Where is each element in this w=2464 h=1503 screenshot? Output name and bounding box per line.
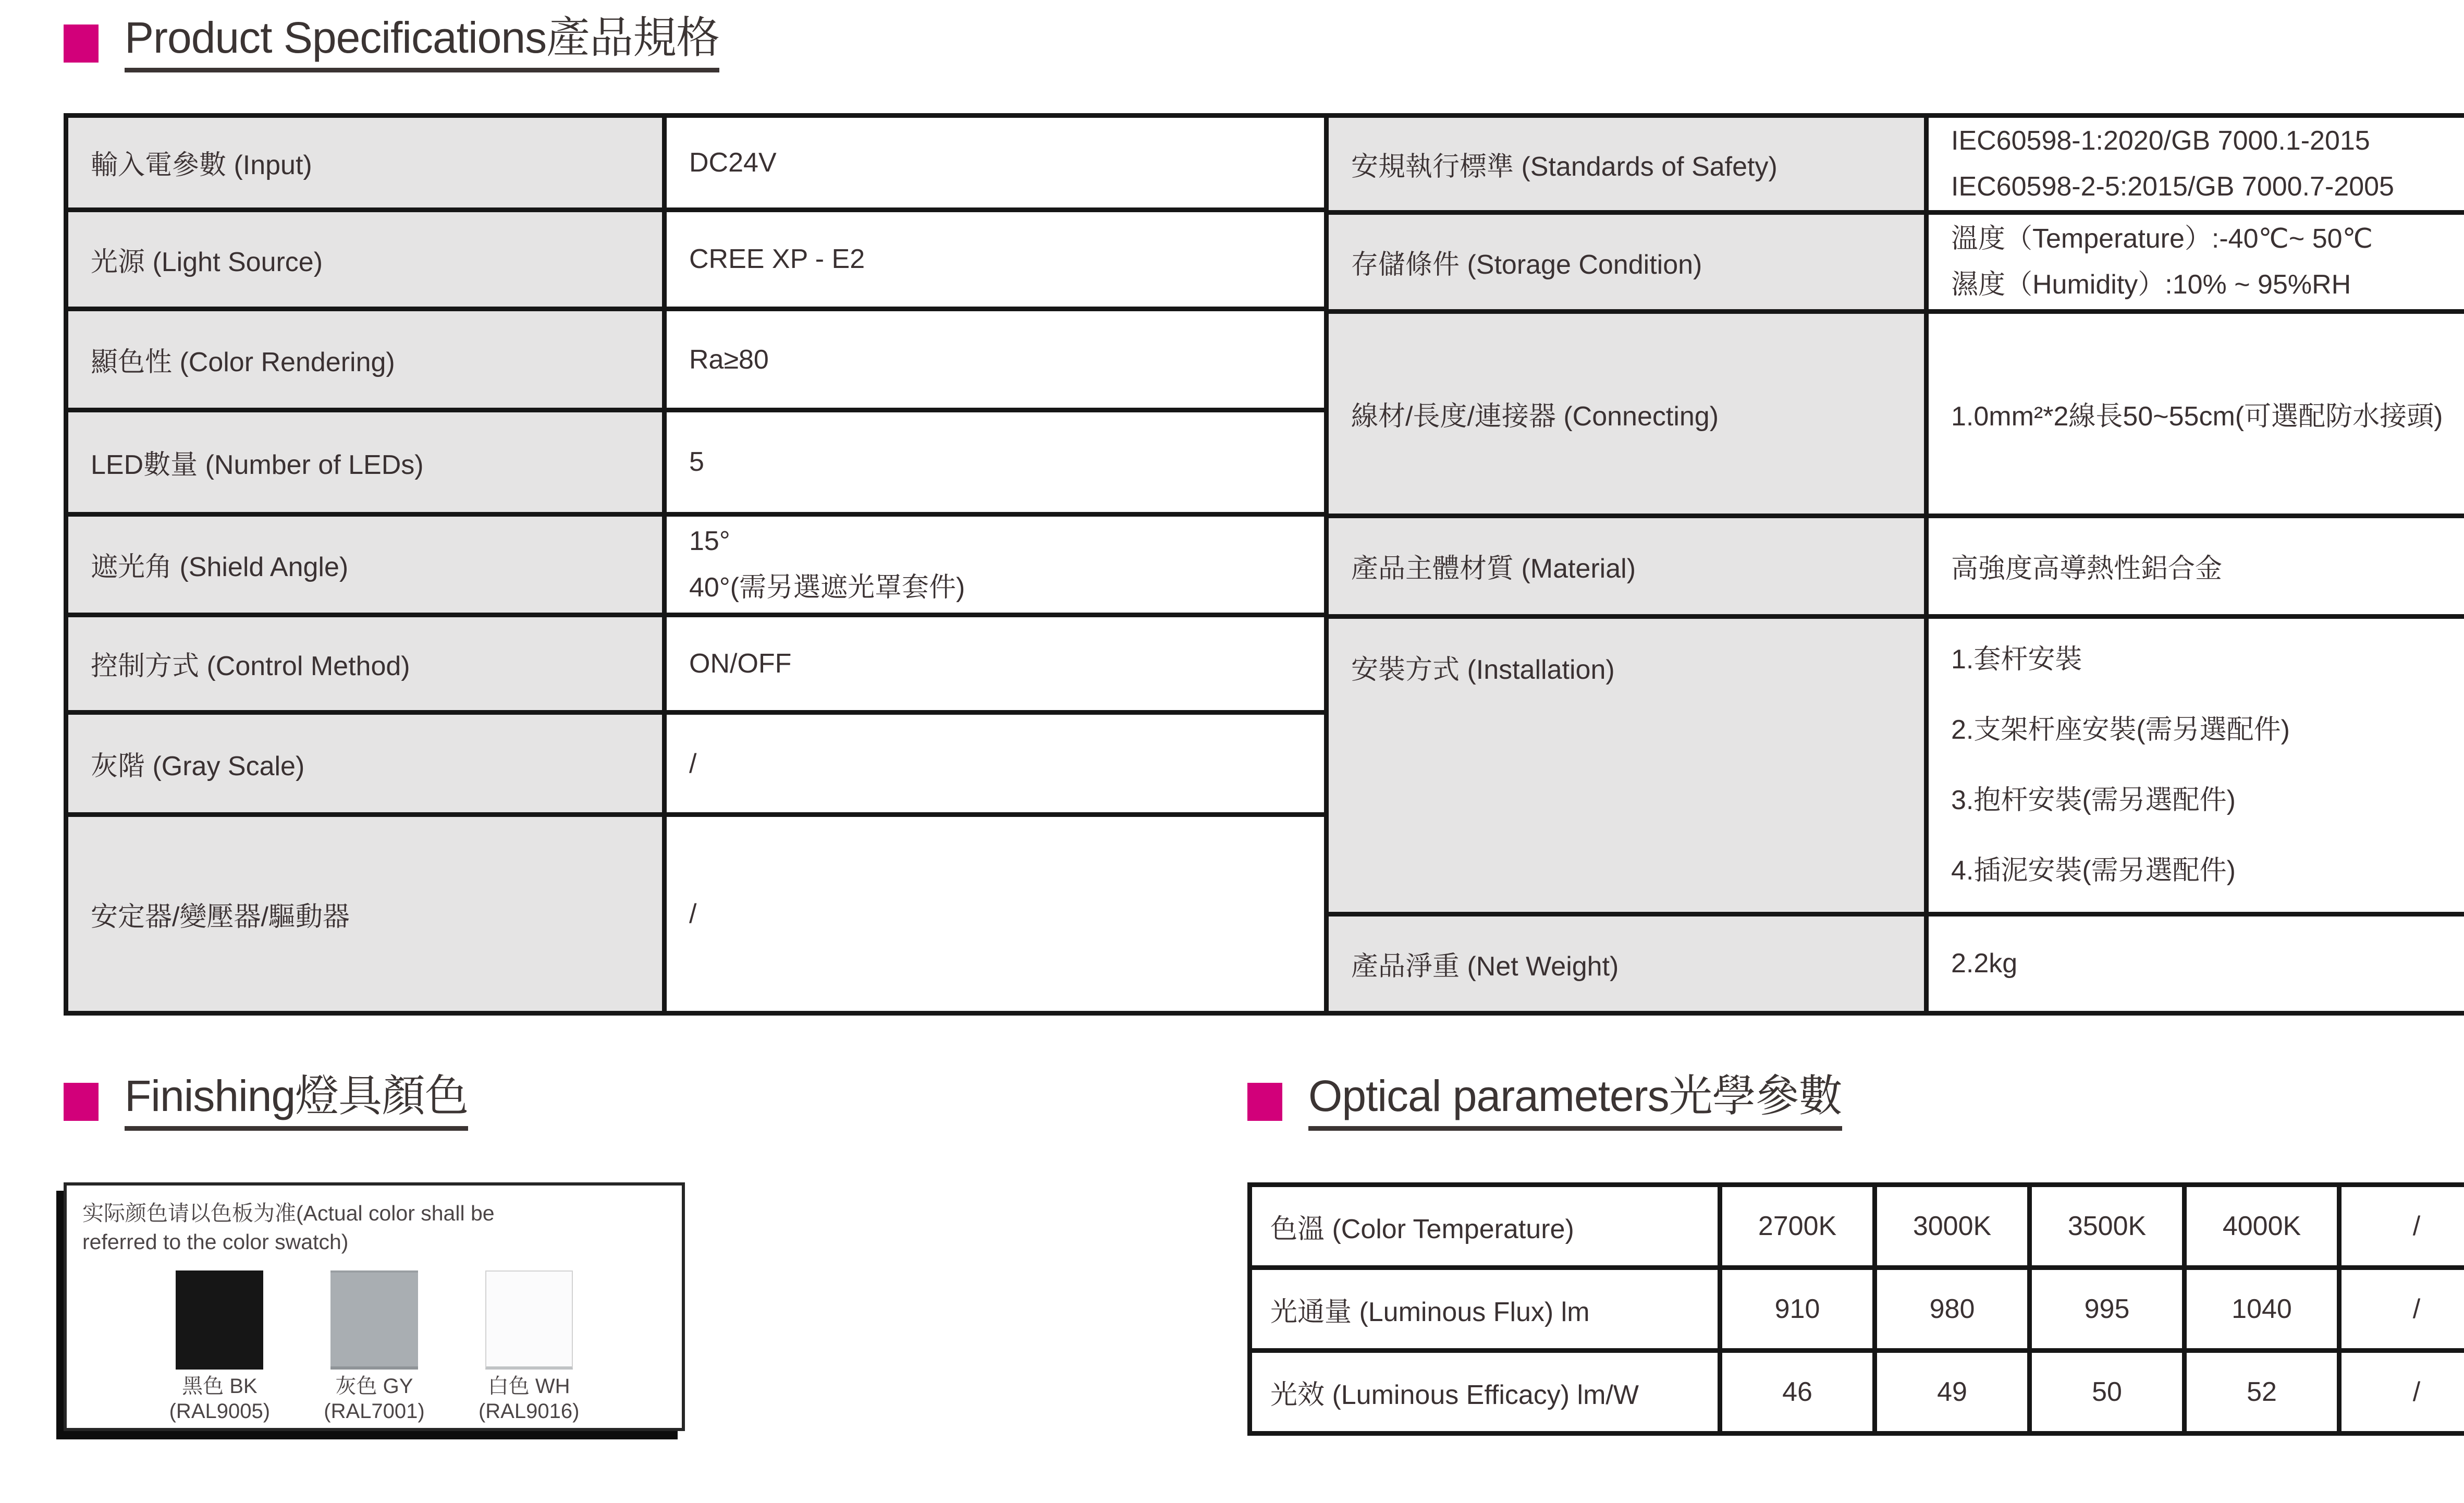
luminous-flux-value-2: 980 [1875,1268,2030,1351]
installation-item-1: 1.套杆安裝 [1951,644,2082,675]
table-row [66,514,1327,615]
row-light-source-value: CREE XP - E2 [665,210,1327,309]
optical-section-heading [1247,1073,1842,1131]
standards-line2: IEC60598-2-5:2015/GB 7000.7-2005 [1951,172,2394,202]
row-gray-scale-label: 灰階 (Gray Scale) [66,712,665,815]
row-color-rendering-value: Ra≥80 [665,309,1327,410]
table-row [66,815,1327,1013]
installation-item-2: 2.支架杆座安裝(需另選配件) [1951,715,2290,746]
shield-angle-line1: 15° [689,526,730,557]
swatch-black-name: 黑色 BK [182,1374,258,1398]
luminous-efficacy-value-4: 52 [2185,1351,2339,1434]
swatch-row [82,1270,666,1424]
row-gray-scale-value: / [665,712,1327,815]
standards-line1: IEC60598-1:2020/GB 7000.1-2015 [1951,126,2370,156]
table-row [66,309,1327,410]
specs-table-right [1324,113,2464,1016]
table-row [1250,1351,2464,1434]
table-row [66,210,1327,309]
row-installation-label: 安裝方式 (Installation) [1327,616,1927,914]
specs-table-left [64,113,1329,1016]
table-row [66,615,1327,713]
storage-line1: 溫度（Temperature）:-40℃~ 50℃ [1951,223,2373,254]
row-net-weight-value: 2.2kg [1927,914,2464,1013]
swatch-black-label [169,1374,270,1424]
luminous-efficacy-value-5: / [2339,1351,2464,1434]
magenta-square-icon [64,25,99,63]
swatch-white-name: 白色 WH [487,1374,570,1398]
table-row [1327,212,2464,311]
shield-angle-line2: 40°(需另選遮光罩套件) [689,572,965,603]
magenta-square-icon [1247,1083,1282,1121]
swatch-black-ral: (RAL9005) [169,1399,271,1423]
optical-heading-text: Optical parameters光學參數 [1308,1073,1842,1131]
luminous-efficacy-label: 光效 (Luminous Efficacy) lm/W [1250,1351,1720,1434]
storage-line2: 濕度（Humidity）:10% ~ 95%RH [1951,270,2351,300]
row-standards-value [1927,116,2464,213]
luminous-flux-value-5: / [2339,1268,2464,1351]
table-row [66,712,1327,815]
row-connecting-label: 線材/長度/連接器 (Connecting) [1327,311,1927,516]
specs-section-heading [64,15,719,72]
row-light-source-label: 光源 (Light Source) [66,210,665,309]
row-material-label: 產品主體材質 (Material) [1327,516,1927,616]
luminous-efficacy-value-3: 50 [2030,1351,2185,1434]
row-driver-label: 安定器/變壓器/驅動器 [66,815,665,1013]
row-driver-value: / [665,815,1327,1013]
row-control-method-label: 控制方式 (Control Method) [66,615,665,713]
color-note [82,1199,666,1257]
swatch-white-ral: (RAL9016) [478,1399,580,1423]
row-shield-angle-value [665,514,1327,615]
color-temperature-value-1: 2700K [1720,1185,1875,1268]
row-led-count-value: 5 [665,410,1327,514]
finishing-heading-text: Finishing燈具顏色 [125,1073,468,1131]
finishing-section-heading [64,1073,468,1131]
installation-item-3: 3.抱杆安裝(需另選配件) [1951,785,2236,816]
row-installation-value [1927,616,2464,914]
luminous-efficacy-value-2: 49 [1875,1351,2030,1434]
swatch-gray-label [324,1374,424,1424]
installation-list [1951,625,2464,906]
swatch-gray-name: 灰色 GY [335,1374,413,1398]
table-row [66,410,1327,514]
swatch-black [142,1270,297,1424]
row-storage-value [1927,212,2464,311]
row-shield-angle-label: 遮光角 (Shield Angle) [66,514,665,615]
table-row [1327,116,2464,213]
luminous-flux-value-1: 910 [1720,1268,1875,1351]
installation-item-4: 4.插泥安裝(需另選配件) [1951,856,2236,886]
white-color-swatch [485,1270,573,1370]
table-row [1327,311,2464,516]
magenta-square-icon [64,1083,99,1121]
swatch-gray [297,1270,452,1424]
optical-table [1247,1182,2464,1436]
table-row [1250,1185,2464,1268]
color-temperature-label: 色溫 (Color Temperature) [1250,1185,1720,1268]
color-temperature-value-2: 3000K [1875,1185,2030,1268]
color-temperature-value-5: / [2339,1185,2464,1268]
color-note-line1: 实际颜色请以色板为准(Actual color shall be [82,1201,495,1225]
table-row [1327,914,2464,1013]
row-input-value: DC24V [665,116,1327,210]
row-connecting-value: 1.0mm²*2線長50~55cm(可選配防水接頭) [1927,311,2464,516]
optical-table-wrap [1247,1182,2464,1436]
table-row [1327,616,2464,914]
black-color-swatch [176,1270,263,1370]
table-row [1327,516,2464,616]
luminous-efficacy-value-1: 46 [1720,1351,1875,1434]
swatch-white [451,1270,606,1424]
swatch-gray-ral: (RAL7001) [324,1399,425,1423]
specs-table [64,113,2464,1016]
row-net-weight-label: 產品淨重 (Net Weight) [1327,914,1927,1013]
color-temperature-value-3: 3500K [2030,1185,2185,1268]
row-input-label: 輸入電參數 (Input) [66,116,665,210]
row-material-value: 高強度高導熱性鋁合金 [1927,516,2464,616]
luminous-flux-value-4: 1040 [2185,1268,2339,1351]
luminous-flux-value-3: 995 [2030,1268,2185,1351]
table-row [66,116,1327,210]
row-standards-label: 安規執行標準 (Standards of Safety) [1327,116,1927,213]
specs-heading-text: Product Specifications產品規格 [125,15,719,72]
row-control-method-value: ON/OFF [665,615,1327,713]
swatch-white-label [479,1374,579,1424]
row-led-count-label: LED數量 (Number of LEDs) [66,410,665,514]
row-color-rendering-label: 顯色性 (Color Rendering) [66,309,665,410]
luminous-flux-label: 光通量 (Luminous Flux) lm [1250,1268,1720,1351]
finishing-color-box [64,1182,685,1431]
table-row [1250,1268,2464,1351]
color-note-line2: referred to the color swatch) [82,1230,349,1254]
color-temperature-value-4: 4000K [2185,1185,2339,1268]
row-storage-label: 存儲條件 (Storage Condition) [1327,212,1927,311]
gray-color-swatch [330,1270,418,1370]
